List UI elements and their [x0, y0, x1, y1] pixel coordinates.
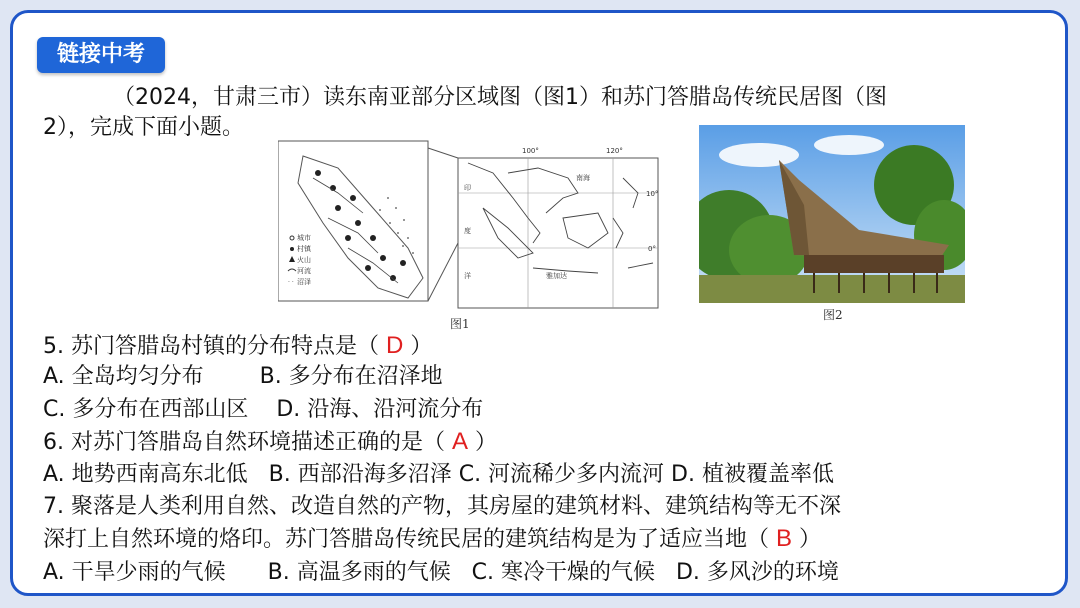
lon-120-label: 120° — [606, 147, 623, 155]
section-tag: 链接中考 — [37, 37, 165, 73]
q5-options-1: A. 全岛均匀分布 B. 多分布在沼泽地 — [43, 364, 443, 389]
jakarta-label: 雅加达 — [546, 272, 567, 280]
q6-close: ） — [475, 430, 498, 455]
lat-0-label: 0° — [648, 245, 656, 253]
svg-text:· ·: · · — [288, 279, 294, 286]
legend-swamp: 沼泽 — [297, 278, 311, 286]
q7-options-1: A. 干旱少雨的气候 B. 高温多雨的气候 C. 寒冷干燥的气候 D. 多风沙的环境 — [43, 560, 839, 585]
q6-options-1: A. 地势西南高东北低 B. 西部沿海多沼泽 C. 河流稀少多内流河 D. 植被覆盖率低 — [43, 462, 834, 487]
legend-city: 城市 — [297, 234, 311, 242]
q7-close: ） — [799, 527, 822, 552]
q5-close: ） — [410, 334, 433, 359]
legend-river: 河流 — [297, 267, 311, 275]
figure2-house-photo — [699, 125, 965, 303]
q5-stem — [43, 331, 432, 362]
legend-town: 村镇 — [297, 245, 311, 253]
figure1-caption: 图1 — [450, 317, 470, 331]
q5-stem-text: 5. 苏门答腊岛村镇的分布特点是（ — [43, 334, 379, 359]
q7-answer: B — [776, 525, 793, 552]
q5-answer: D — [386, 332, 404, 359]
q5-options-2: C. 多分布在西部山区 D. 沿海、沿河流分布 — [43, 397, 484, 422]
intro-line-1: （2024，甘肃三市）读东南亚部分区域图（图1）和苏门答腊岛传统民居图（图 — [113, 85, 887, 110]
inset-frame — [278, 141, 428, 301]
figure2-caption: 图2 — [823, 308, 843, 322]
q7-stem-line-1: 7. 聚落是人类利用自然、改造自然的产物，其房屋的建筑材料、建筑结构等无不深 — [43, 494, 841, 519]
yang-label: 洋 — [464, 272, 471, 280]
yin-label: 印 — [464, 184, 471, 192]
main-map-frame — [458, 158, 658, 308]
legend-volcano: 火山 — [297, 256, 311, 264]
q6-answer: A — [452, 428, 469, 455]
slide-card — [10, 10, 1068, 596]
lat-10-label: 10° — [646, 190, 659, 198]
q7-stem-text: 深打上自然环境的烙印。苏门答腊岛传统民居的建筑结构是为了适应当地（ — [43, 527, 770, 552]
figure1-map — [278, 138, 663, 313]
intro-line-2: 2），完成下面小题。 — [43, 115, 244, 140]
nanhai-label: 南海 — [576, 174, 590, 182]
du-label: 度 — [464, 227, 471, 235]
lon-100-label: 100° — [522, 147, 539, 155]
q6-stem-text: 6. 对苏门答腊岛自然环境描述正确的是（ — [43, 430, 445, 455]
q7-stem-line-2 — [43, 524, 821, 555]
q6-stem — [43, 427, 497, 458]
